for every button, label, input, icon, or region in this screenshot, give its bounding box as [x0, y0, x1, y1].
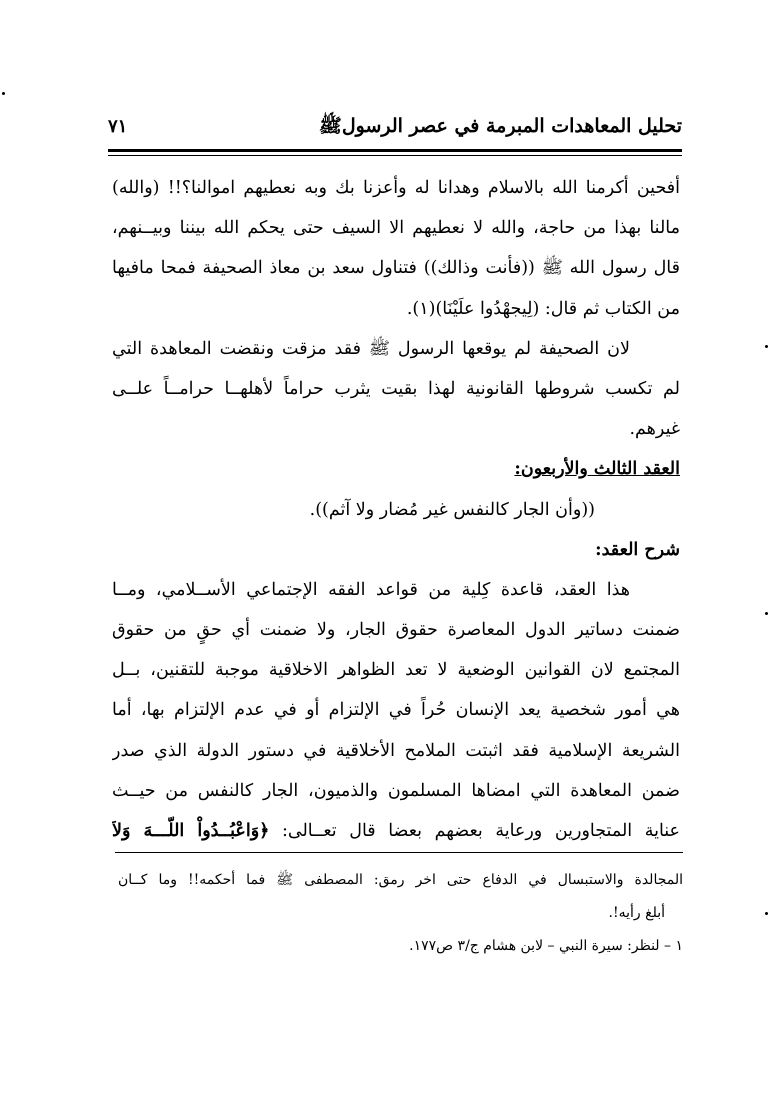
quran-verse: ﴿وَاعْبُــدُواْ اللّـــهَ وَلاَ	[112, 821, 270, 841]
body-line: أفحين أكرمنا الله بالاسلام وهدانا له وأعزنا بك وبه نعطيهم اموالنا؟!! (والله)	[112, 178, 680, 198]
footnote-separator	[115, 852, 683, 853]
footnotes	[118, 864, 683, 963]
footnote-line: أبلغ رأيه!.	[608, 905, 665, 921]
subsection-heading: شرح العقد:	[595, 539, 680, 560]
running-title: تحليل المعاهدات المبرمة في عصر الرسولﷺ	[318, 115, 682, 137]
scan-speck	[2, 92, 5, 95]
header-rule-thin	[108, 155, 682, 156]
header-rule-thick	[108, 149, 682, 152]
body-line-lead: عناية المتجاورين ورعاية بعضهم بعضا قال تعــالى:	[269, 821, 680, 841]
body-line-with-verse	[112, 811, 680, 851]
page-header	[108, 112, 682, 146]
page-number: ٧١	[108, 116, 128, 137]
body-line: المجتمع لان القوانين الوضعية لا تعد الظواهر الاخلاقية موجبة للتقنين، بــل	[112, 660, 680, 681]
body-line: ضمن المعاهدة التي امضاها المسلمون والذميون، الجار كالنفس من حيــث	[112, 780, 680, 801]
body-line: هذا العقد، قاعدة كِلية من قواعد الفقه الإجتماعي الأســلامي، ومــا	[112, 579, 630, 600]
body-line: هي أمور شخصية يعد الإنسان حُراً في الإلتزام أو في عدم الإلتزام بها، أما	[112, 700, 680, 721]
body-line: لم تكسب شروطها القانونية لهذا بقيت يثرب حراماً لأهلهــا حرامــاً علــى	[112, 378, 680, 399]
scan-speck	[765, 912, 768, 915]
body-line: ضمنت دساتير الدول المعاصرة حقوق الجار، ولا ضمنت أي حقٍ من حقوق	[112, 620, 680, 641]
section-heading: العقد الثالث والأربعون:	[514, 459, 680, 480]
scan-speck	[765, 612, 768, 615]
body-line: لان الصحيفة لم يوقعها الرسول ﷺ فقد مزقت ونقضت المعاهدة التي	[112, 338, 630, 359]
covenant-quote: ((وأن الجار كالنفس غير مُضار ولا آثم)).	[309, 499, 595, 520]
footnote-line: المجالدة والاستبسال في الدفاع حتى اخر رمق: المصطفى ﷺ فما أحكمه!! وما كــان	[118, 872, 683, 888]
body-line: قال رسول الله ﷺ ((فأنت وذالك)) فتناول سعد بن معاذ الصحيفة فمحا مافيها	[112, 258, 680, 279]
body-line: من الكتاب ثم قال: (لِيجهْدُوا علَيْنَا)(١).	[406, 298, 680, 319]
body-line: غيرهم.	[629, 419, 680, 440]
scan-speck	[765, 345, 768, 348]
body-text	[112, 168, 680, 851]
body-line: الشريعة الإسلامية فقد اثبتت الملامح الأخلاقية في دستور الدولة الذي صدر	[112, 740, 680, 761]
body-line: مالنا بهذا من حاجة، والله لا نعطيهم الا السيف حتى يحكم الله بيننا وبيــنهم،	[112, 218, 680, 239]
footnote-reference: ١ – لنظر: سيرة النبي – لابن هشام ج/٣ ص١٧٧.	[409, 938, 683, 954]
